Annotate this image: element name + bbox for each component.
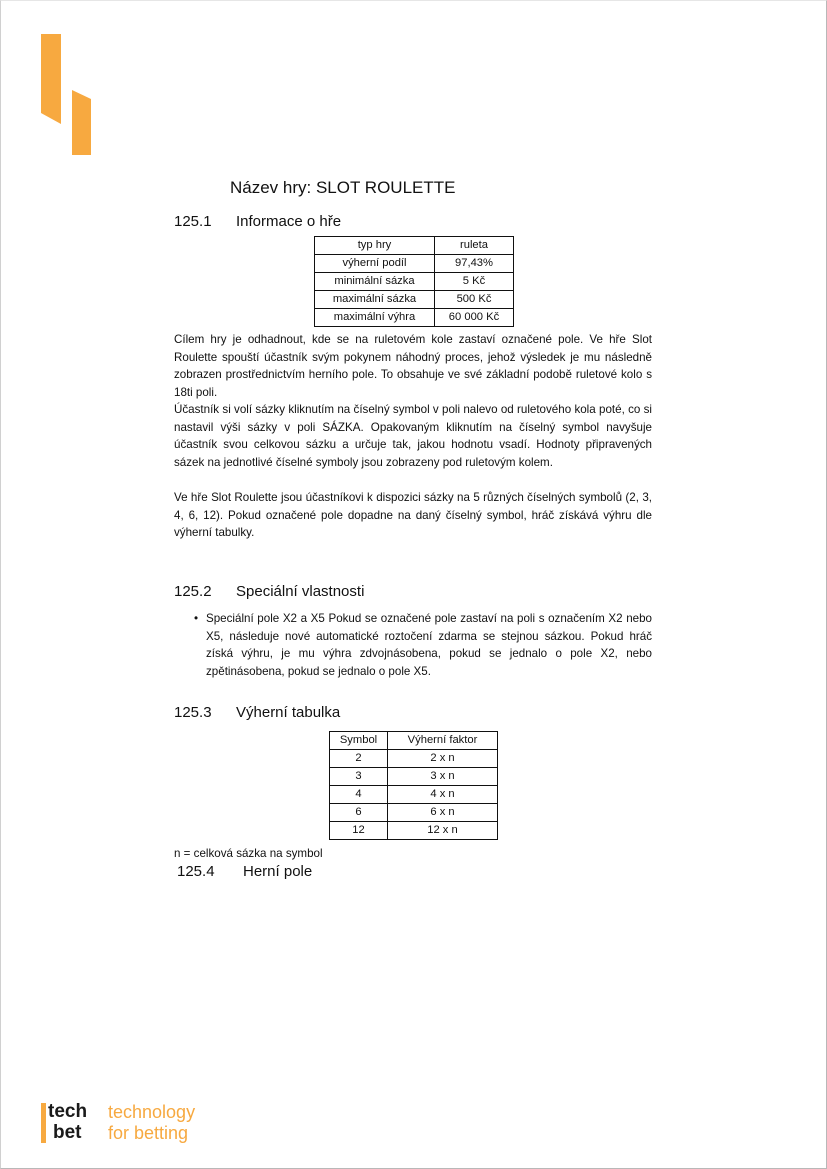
table-row bbox=[330, 768, 498, 786]
info-value: 500 Kč bbox=[435, 291, 514, 309]
win-table-note: n = celková sázka na symbol bbox=[174, 847, 323, 860]
table-header-row bbox=[330, 732, 498, 750]
factor-cell: 12 x n bbox=[388, 822, 498, 840]
section-title: Speciální vlastnosti bbox=[236, 583, 365, 600]
table-row bbox=[315, 237, 514, 255]
column-header-factor: Výherní faktor bbox=[388, 732, 498, 750]
footer-logo-word-bet: bet bbox=[53, 1122, 82, 1143]
section-title: Herní pole bbox=[243, 863, 313, 880]
section-title: Výherní tabulka bbox=[236, 704, 341, 721]
factor-cell: 2 x n bbox=[388, 750, 498, 768]
paragraph-symbols: Ve hře Slot Roulette jsou účastníkovi k dispozici sázky na 5 různých číselných symbolů (2, 3, 4, 6, 12). Pokud označené pole dopadne na daný číselný symbol, hráč získává výhru dle výherní tabulky. bbox=[174, 491, 652, 540]
section-title: Informace o hře bbox=[236, 213, 342, 230]
paragraph-betting: Účastník si volí sázky kliknutím na číselný symbol v poli nalevo od ruletového kola poté, co si nastavil výši sázky v poli SÁZKA. Opakovaným kliknutím na číselný symbol navyšuje účastník svou celkovou sázku a určuje tak, jakou hodnotu vsadí. Hodnoty připravených sázek na jednotlivé číselné symboly jsou zobrazeny pod ruletovým kolem. bbox=[174, 403, 652, 469]
footer-logo-bar-icon bbox=[41, 1103, 46, 1143]
symbol-cell: 2 bbox=[330, 750, 388, 768]
footer-tagline-for-betting: for betting bbox=[108, 1123, 189, 1143]
info-value: ruleta bbox=[435, 237, 514, 255]
logo-bar-left bbox=[41, 34, 61, 124]
table-row bbox=[315, 273, 514, 291]
table-row bbox=[315, 291, 514, 309]
section-number: 125.4 bbox=[177, 863, 215, 880]
column-header-symbol: Symbol bbox=[330, 732, 388, 750]
special-features-list bbox=[194, 610, 652, 680]
footer-logo bbox=[41, 1101, 241, 1147]
info-key: výherní podíl bbox=[315, 255, 435, 273]
table-row bbox=[315, 255, 514, 273]
section-heading-125-3 bbox=[174, 704, 340, 721]
factor-cell: 3 x n bbox=[388, 768, 498, 786]
section-heading-125-2 bbox=[174, 583, 364, 600]
table-row bbox=[330, 804, 498, 822]
section-number: 125.1 bbox=[174, 213, 212, 230]
info-value: 5 Kč bbox=[435, 273, 514, 291]
info-key: typ hry bbox=[315, 237, 435, 255]
win-table bbox=[329, 731, 498, 840]
table-row bbox=[330, 786, 498, 804]
footer-tagline-technology: technology bbox=[108, 1102, 196, 1122]
info-key: maximální sázka bbox=[315, 291, 435, 309]
table-row bbox=[330, 750, 498, 768]
symbol-cell: 4 bbox=[330, 786, 388, 804]
bullet-icon: • bbox=[194, 612, 199, 625]
table-row bbox=[315, 309, 514, 327]
table-row bbox=[330, 822, 498, 840]
section-number: 125.2 bbox=[174, 583, 212, 600]
game-info-table bbox=[314, 236, 514, 327]
list-item bbox=[194, 610, 652, 680]
list-item-text: Speciální pole X2 a X5 Pokud se označené pole zastaví na poli s označením X2 nebo X5, následuje nové automatické roztočení zdarma se stejnou sázkou. Pokud hráč získá výhru, je mu výhra zdvojnásobena, pokud se jednalo o pole X2, nebo zpětinásobena, pokud se jednalo o pole X5. bbox=[206, 612, 652, 678]
info-key: maximální výhra bbox=[315, 309, 435, 327]
info-key: minimální sázka bbox=[315, 273, 435, 291]
factor-cell: 4 x n bbox=[388, 786, 498, 804]
footer-logo-word-tech: tech bbox=[48, 1101, 88, 1122]
section-number: 125.3 bbox=[174, 704, 212, 721]
info-value: 60 000 Kč bbox=[435, 309, 514, 327]
section-heading-125-4 bbox=[177, 863, 312, 880]
document-title: Název hry: SLOT ROULETTE bbox=[230, 178, 456, 197]
section-heading-125-1 bbox=[174, 213, 341, 230]
symbol-cell: 3 bbox=[330, 768, 388, 786]
symbol-cell: 12 bbox=[330, 822, 388, 840]
paragraph-game-goal: Cílem hry je odhadnout, kde se na ruletovém kole zastaví označené pole. Ve hře Slot Roulette spouští účastník svým pokynem náhodný proces, jehož výsledek je mu následně zobrazen prostřednictvím herního pole. To obsahuje ve své základní podobě ruletové kolo s 18ti poli. bbox=[174, 333, 652, 399]
info-value: 97,43% bbox=[435, 255, 514, 273]
symbol-cell: 6 bbox=[330, 804, 388, 822]
logo-bar-right bbox=[72, 90, 91, 155]
techbet-mark-icon bbox=[41, 34, 93, 156]
factor-cell: 6 x n bbox=[388, 804, 498, 822]
